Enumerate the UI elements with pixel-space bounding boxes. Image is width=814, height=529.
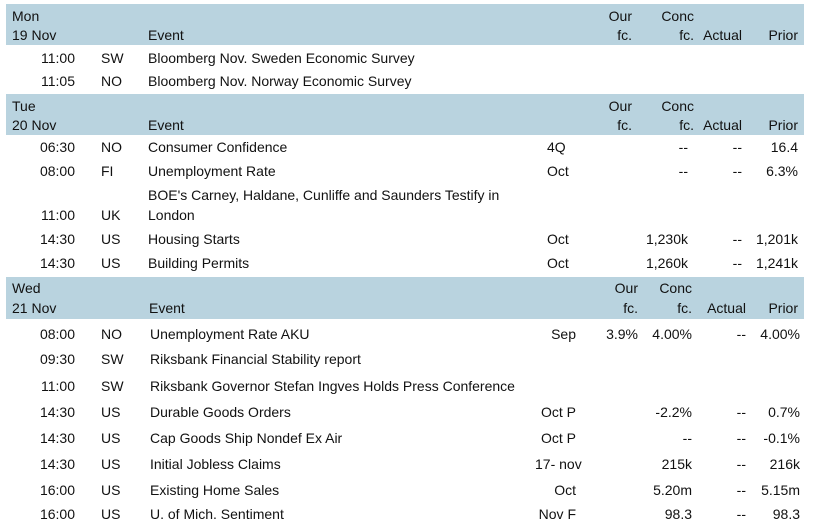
event-period: Oct [547,163,569,179]
event-name-line2: London [148,207,195,223]
table-row [0,254,814,278]
table-row [0,49,814,73]
table-row [0,162,814,186]
event-name: Cap Goods Ship Nondef Ex Air [150,430,343,446]
event-prior: 0.7% [768,404,800,420]
col-conc-2: fc. [677,300,692,316]
event-time: 11:00 [41,50,75,66]
event-period: Oct [547,231,569,247]
event-country: US [101,506,121,522]
event-country: US [101,456,121,472]
event-time: 16:00 [39,482,75,498]
table-row [0,72,814,96]
event-time: 08:00 [39,163,75,179]
table-row [0,185,814,229]
event-country: US [101,430,121,446]
event-actual: -- [736,404,746,420]
event-conc: -2.2% [655,404,692,420]
event-our: 3.9% [606,326,638,342]
day-header-wed [6,277,804,319]
col-event: Event [149,300,185,316]
col-our-fc-2: fc. [617,27,632,43]
event-actual: -- [736,430,746,446]
col-our-fc-2: fc. [617,117,632,133]
event-time: 08:00 [39,326,75,342]
col-actual: Actual [703,27,742,43]
event-actual: -- [732,231,742,247]
col-prior: Prior [768,300,798,316]
event-period: Sep [551,326,576,342]
event-actual: -- [736,456,746,472]
table-row [0,230,814,254]
event-actual: -- [736,326,746,342]
col-conc-2: fc. [679,27,694,43]
event-prior: 216k [769,456,800,472]
event-conc: -- [678,163,688,179]
event-name: Riksbank Governor Stefan Ingves Holds Press Conference [150,378,515,394]
event-period: Oct P [540,430,576,446]
col-conc-1: Conc [661,98,694,114]
event-name: Unemployment Rate AKU [150,326,310,342]
event-actual: -- [732,163,742,179]
event-period: 17- nov [535,456,582,472]
event-time: 11:05 [41,73,75,89]
table-row [0,325,814,349]
event-prior: -0.1% [763,430,800,446]
event-name: Durable Goods Orders [150,404,291,420]
event-conc: 5.20m [653,482,692,498]
col-actual: Actual [703,117,742,133]
col-event: Event [148,117,184,133]
event-conc: -- [678,139,688,155]
event-time: 14:30 [39,231,75,247]
event-actual: -- [732,255,742,271]
event-actual: -- [736,482,746,498]
col-conc-2: fc. [679,117,694,133]
event-country: SW [101,50,124,66]
event-name-line1: BOE's Carney, Haldane, Cunliffe and Saunders Testify in [148,187,500,203]
table-row [0,138,814,162]
event-conc: 98.3 [664,506,692,522]
day-date: 19 Nov [12,27,57,43]
event-time: 11:00 [41,207,75,223]
table-row [0,350,814,374]
day-date: 20 Nov [12,117,57,133]
event-country: US [101,231,121,247]
col-prior: Prior [768,27,798,43]
event-actual: -- [736,506,746,522]
day-date: 21 Nov [12,300,57,316]
day-header-tue [6,94,804,135]
col-conc-1: Conc [661,8,694,24]
day-name: Tue [12,98,36,114]
event-name: Existing Home Sales [150,482,280,498]
col-event: Event [148,27,184,43]
event-name: Building Permits [148,255,250,271]
event-name: Unemployment Rate [148,163,276,179]
event-name: Bloomberg Nov. Sweden Economic Survey [148,50,415,66]
event-time: 14:30 [39,404,75,420]
table-row [0,505,814,529]
col-prior: Prior [768,117,798,133]
event-time: 14:30 [39,430,75,446]
event-time: 11:00 [41,378,75,394]
col-our-fc-1: Our [608,8,632,24]
table-row [0,403,814,427]
event-actual: -- [732,139,742,155]
table-row [0,377,814,401]
event-name: U. of Mich. Sentiment [150,506,284,522]
day-name: Wed [12,280,41,296]
event-prior: 6.3% [766,163,798,179]
event-conc: 215k [661,456,692,472]
event-conc: 4.00% [652,326,692,342]
event-period: Oct [547,255,569,271]
event-time: 06:30 [39,139,75,155]
event-prior: 1,241k [755,255,798,271]
event-country: NO [101,326,122,342]
event-prior: 98.3 [772,506,800,522]
event-prior: 5.15m [761,482,800,498]
event-country: SW [101,351,124,367]
event-period: Nov F [538,506,576,522]
event-conc: 1,260k [645,255,688,271]
event-period: Oct P [540,404,576,420]
col-conc-1: Conc [659,280,692,296]
event-name: Initial Jobless Claims [150,456,281,472]
event-prior: 4.00% [760,326,800,342]
event-country: NO [101,139,122,155]
event-country: SW [101,378,124,394]
event-conc: 1,230k [645,231,688,247]
event-prior: 1,201k [755,231,798,247]
event-time: 09:30 [39,351,75,367]
event-period: 4Q [547,139,566,155]
event-time: 14:30 [39,255,75,271]
event-period: Oct [554,482,576,498]
event-name: Riksbank Financial Stability report [150,351,361,367]
day-name: Mon [12,8,40,24]
table-row [0,429,814,453]
event-country: NO [101,73,122,89]
event-prior: 16.4 [770,139,798,155]
col-our-fc-1: Our [614,280,638,296]
event-time: 14:30 [39,456,75,472]
event-country: FI [101,163,114,179]
col-actual: Actual [707,300,746,316]
col-our-fc-2: fc. [623,300,638,316]
event-country: US [101,482,121,498]
table-row [0,481,814,505]
event-name: Housing Starts [148,231,240,247]
event-country: US [101,404,121,420]
day-header-mon [6,4,804,45]
event-country: UK [101,207,121,223]
col-our-fc-1: Our [608,98,632,114]
event-conc: -- [682,430,692,446]
event-name: Bloomberg Nov. Norway Economic Survey [148,73,412,89]
event-time: 16:00 [39,506,75,522]
table-row [0,455,814,479]
event-country: US [101,255,121,271]
event-name: Consumer Confidence [148,139,288,155]
